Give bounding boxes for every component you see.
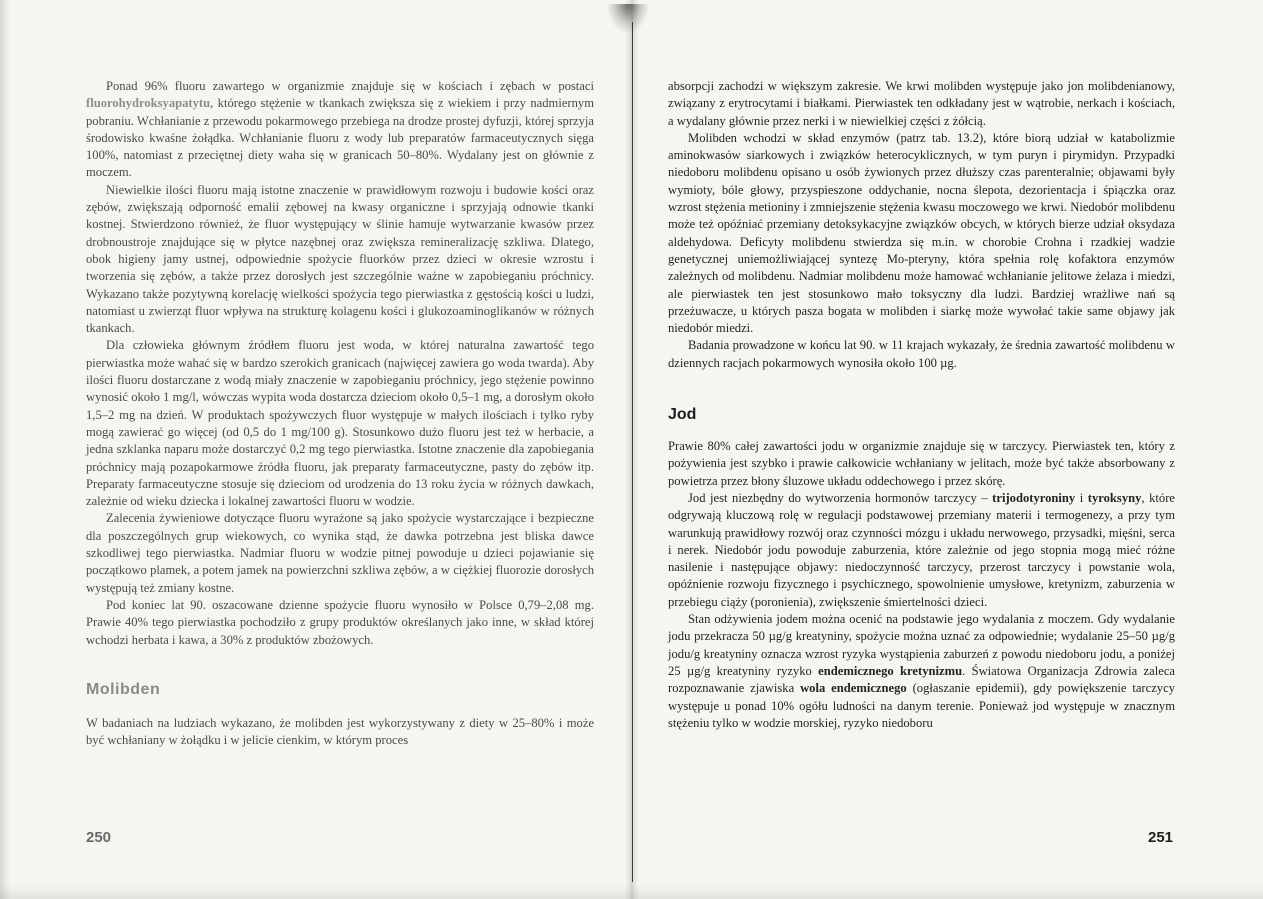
bold-term: tyroksyny [1087,490,1142,505]
bottom-edge-shadow [0,884,1263,899]
text-run: . Światowa Organizacja Zdrowia zaleca rozpoznawanie zjawiska [668,663,1176,696]
text-run: Zalecenia żywieniowe dotyczące fluoru wyrażone są jako spożycie wystarczające i bezpieczne dla poszczególnych grup wiekowych, co wynika stąd, że dawka potrzebna jest bliska dawce szkodliwej tego pierwiastka. Nadmiar fluoru w wodzie pitnej powoduje u dzieci pojawianie się początkowo plamek, a potem jamek na powierzchni szkliwa zębów, a w ciężkiej fluorozie dorosłych występują też zmiany kostne. [86,511,594,595]
text-run: Niewielkie ilości fluoru mają istotne znaczenie w prawidłowym rozwoju i budowie kości oraz zębów, zwiększają odporność emalii zębowej na kwasy organiczne i sprzyjają odnowie tkanki kostnej. Stwierdzono również, że fluor występujący w ślinie hamuje wytwarzanie kwasów przez drobnoustroje znajdujące się w płytce nazębnej oraz zwiększa remineralizację szkliwa. Dlatego, obok higieny jamy ustnej, odpowiednie spożycie fluorków przez dzieci w okresie wzrostu i tworzenia się zębów, a także przez dorosłych jest szczególnie ważne w zapobieganiu próchnicy. Wykazano także pozytywną korelację wielkości spożycia tego pierwiastka z gęstością kości u ludzi, natomiast u zwierząt fluor wpływa na strukturę kolagenu kości i glukozoaminoglikanów w różnych tkankach. [86,182,594,336]
paragraph [668,130,1175,338]
text-run: Jod jest niezbędny do wytworzenia hormonów tarczycy – [688,490,993,505]
left-page [86,78,594,749]
paragraph [668,78,1175,130]
text-run: i [1075,490,1088,505]
text-run: , które odgrywają kluczową rolę w regulacji podstawowej przemiany materii i termogenezy, a przy tym warunkują prawidłowy rozwój oraz czynności mózgu i układu nerwowego, przysadki, mięśni, serca i nerek. Niedobór jodu powoduje zaburzenia, które zależnie od jego stopnia mogą mieć różne nasilenie i następujące objawy: niedoczynność tarczycy, przerost tarczycy i powstanie wola, opóźnienie rozwoju fizycznego i psychicznego, spowolnienie umysłowe, kretynizm, zaburzenia w przebiegu ciąży (poronienia), zwiększenie śmiertelności dzieci. [668,490,1175,609]
text-run: Dla człowieka głównym źródłem fluoru jest woda, w której naturalna zawartość tego pierwiastka może wahać się w bardzo szerokich granicach (najwięcej zawiera go woda twarda). Aby ilości fluoru dostarczane z wodą miały znaczenie w zapobieganiu próchnicy, jego stężenie powinno wynosić około 1 mg/l, wówczas wypita woda dostarcza dzieciom około 0,5–1 mg, a dorosłym około 1,5–2 mg na dzień. W produktach spożywczych fluor występuje w małych ilościach i tylko ryby mogą zawierać go więcej (od 0,5 do 1 mg/100 g). Stosunkowo dużo fluoru jest też w herbacie, a jedna szklanka naparu może dostarczyć 0,2 mg tego pierwiastka. Istotne znaczenie dla zapobiegania próchnicy mają pozapokarmowe źródła fluoru, jak preparaty farmaceutyczne, pasty do zębów itp. Preparaty farmaceutyczne stosuje się dzieciom od urodzenia do 13 roku życia w różnych dawkach, zależnie od wieku dziecka i lokalnej zawartości fluoru w wodzie. [86,338,594,509]
paragraph [668,611,1175,732]
text-run: Prawie 80% całej zawartości jodu w organizmie znajduje się w tarczycy. Pierwiastek ten, który z pożywienia jest szybko i prawie całkowicie wchłaniany w jelitach, może być także absorbowany z powietrza przez błony śluzowe układu oddechowego i przez skórę. [668,439,1175,488]
text-run: absorpcji zachodzi w większym zakresie. We krwi molibden występuje jako jon molibdenianowy, związany z erytrocytami i białkami. Pierwiastek ten odkładany jest w wątrobie, nerkach i kościach, a wydalany głównie przez nerki i w niewielkiej części z żółcią. [668,79,1175,128]
text-run: Pod koniec lat 90. oszacowane dzienne spożycie fluoru wynosiło w Polsce 0,79–2,08 mg. Prawie 40% tego pierwiastka pochodziło z grupy produktów określanych jako inne, w skład której wchodzi herbata i kawa, a 30% z produktów zbożowych. [86,597,594,647]
paragraph [86,182,594,338]
left-page-body [86,78,594,649]
bold-term: trijodotyroniny [992,490,1076,505]
gutter-binding-shadow [606,4,650,34]
text-run: Ponad 96% fluoru zawartego w organizmie znajduje się w kościach i zębach w postaci [106,79,594,93]
paragraph [86,510,594,596]
paragraph [668,490,1175,611]
text-run: W badaniach na ludziach wykazano, że molibden jest wykorzystywany z diety w 25–80% i może być wchłaniany w żołądku i w jelicie cienkim, w którym proces [86,715,594,748]
right-page [668,78,1175,732]
section-heading-molibden: Molibden [86,680,161,698]
paragraph [86,597,594,649]
section-heading-jod: Jod [668,406,697,424]
page-number-left: 250 [86,829,112,846]
paragraph [86,78,594,182]
bold-term: endemicznego kretynizmu [818,663,963,678]
text-run: (ogłaszanie epidemii), gdy powiększenie tarczycy występuje u ponad 10% ogółu ludności na danym terenie. Ponieważ jod występuje w znacznym stężeniu tylko w wodzie morskiej, ryzyko niedoboru [668,681,1175,730]
paragraph [86,715,594,750]
paragraph [668,438,1175,490]
bold-term: fluorohydroksyapatytu [86,96,211,111]
paragraph [668,337,1175,372]
page-edge-shadow [0,0,10,899]
paragraph [86,337,594,510]
jod-section-body [668,438,1175,732]
page-number-right: 251 [1148,829,1174,846]
gutter-line [632,22,633,882]
text-run: Molibden wchodzi w skład enzymów (patrz tab. 13.2), które biorą udział w katabolizmie aminokwasów siarkowych i związków heterocyklicznych, w tym puryn i pirymidyn. Przypadki niedoboru molibdenu opisano u osób żywionych przez dłuższy czas parenteralnie; objawami były wymioty, bóle głowy, przyspieszone oddychanie, nocna ślepota, dezorientacja i śpiączka oraz wzrost stężenia metioniny i zmniejszenie stężenia kwasu moczowego we krwi. Niedobór molibdenu może też opóźniać przemiany detoksykacyjne związków obcych, w których bierze udział oksydaza aldehydowa. Deficyty molibdenu stwierdza się m.in. w chorobie Crohna i rzadkiej wadzie genetycznej uniemożliwiającej syntezę Mo-pteryny, która spełnia rolę kofaktora enzymów zależnych od molibdenu. Nadmiar molibdenu może hamować wchłanianie jelitowe żelaza i miedzi, ale pierwiastek ten jest stosunkowo mało toksyczny dla ludzi. Bardziej wrażliwe nań są przeżuwacze, u których pasza bogata w molibden i siarkę może wywołać takie same objawy jak niedobór miedzi. [668,130,1175,336]
text-run: Badania prowadzone w końcu lat 90. w 11 krajach wykazały, że średnia zawartość molibdenu w dziennych racjach pokarmowych wynosiła około 100 µg. [668,338,1175,370]
right-page-body [668,78,1175,372]
bold-term: wola endemicznego [800,681,907,696]
text-run: Stan odżywienia jodem można ocenić na podstawie jego wydalania z moczem. Gdy wydalanie jodu przekracza 50 µg/g kreatyniny, spożycie można uznać za odpowiednie; wydalanie 25–50 µg/g jodu/g kreatyniny oznacza wzrost ryzyka wystąpienia zaburzeń z powodu niedoboru jodu, a poniżej 25 µg/g kreatyniny ryzyko [668,612,1175,678]
molibden-section-body [86,715,594,750]
text-run: , którego stężenie w tkankach zwiększa się z wiekiem i przy nadmiernym pobraniu. Wchłanianie z przewodu pokarmowego przebiega na drodze prostej dyfuzji, której sprzyja środowisko kwaśne żołądka. Wchłanianie fluoru z wody lub preparatów farmaceutycznych sięga 100%, natomiast z przeciętnej diety waha się w granicach 50–80%. Wydalany jest on głównie z moczem. [86,96,594,180]
